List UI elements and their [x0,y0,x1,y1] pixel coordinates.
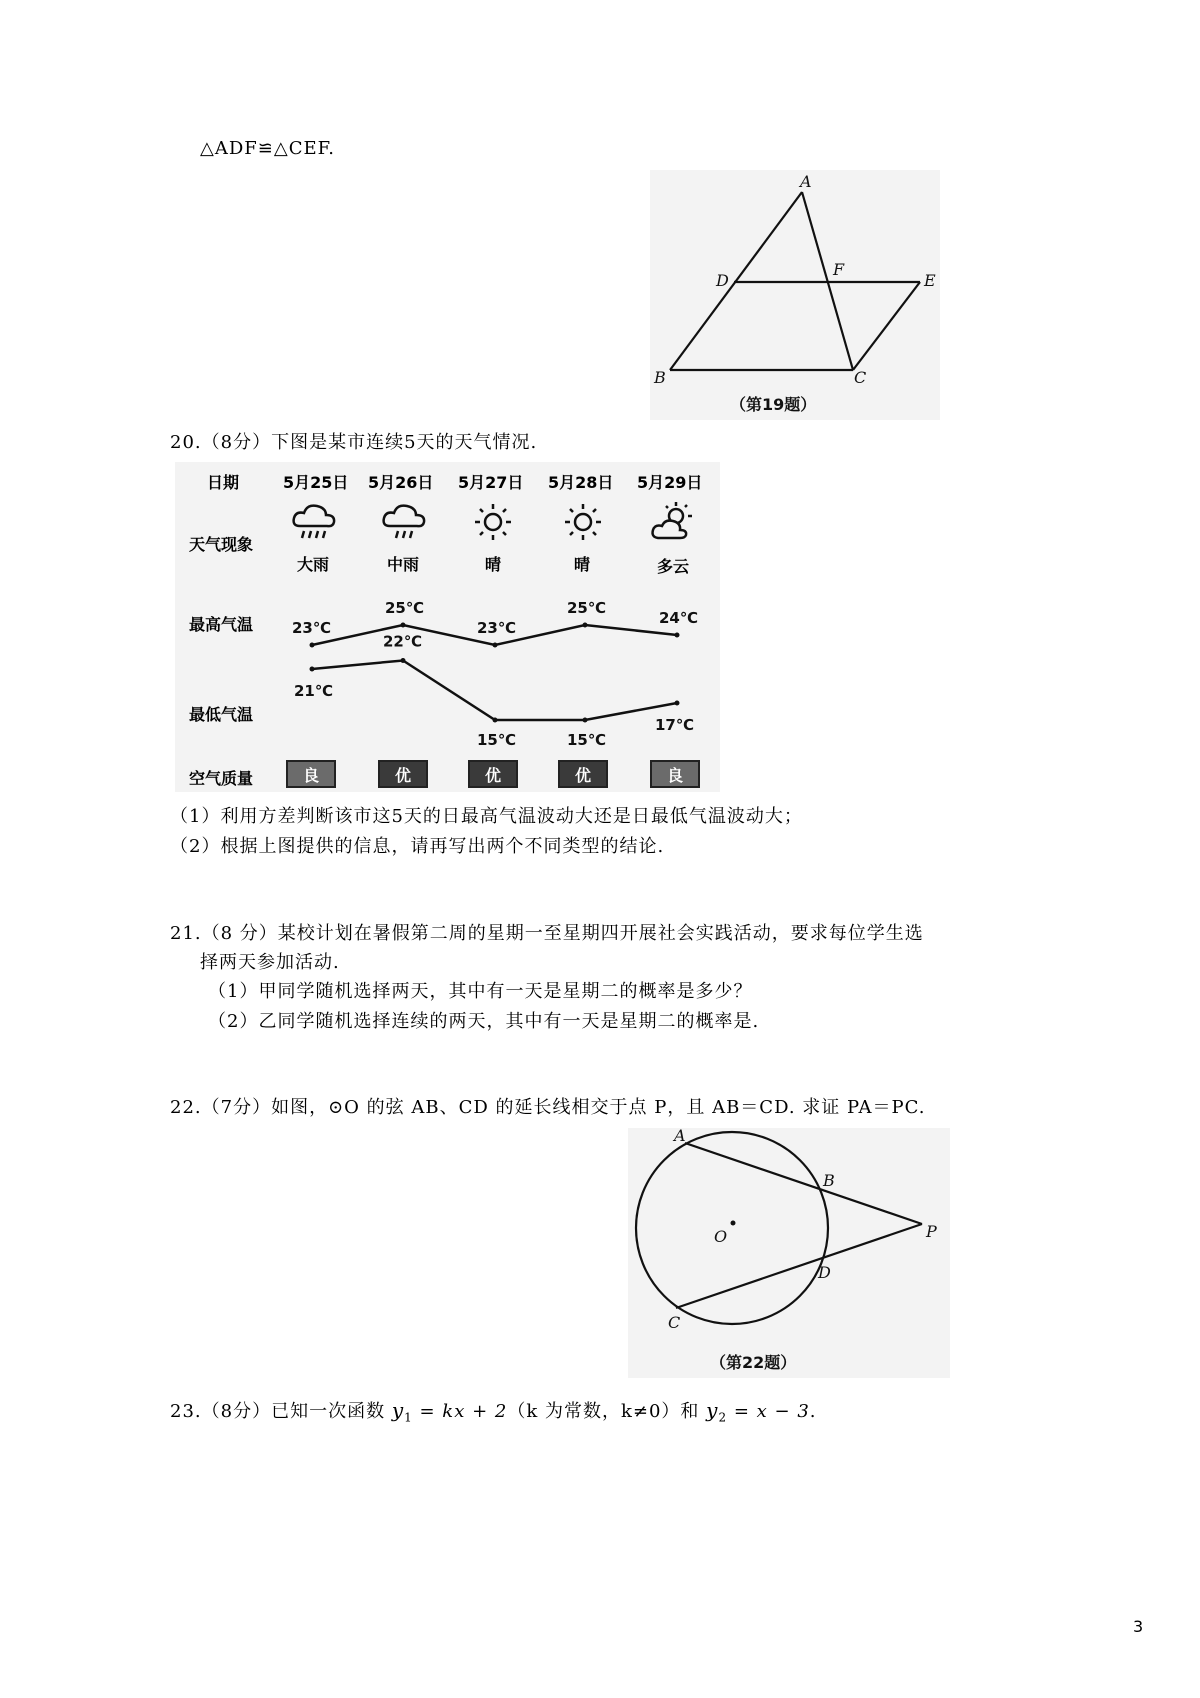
weather-text-day-2: 中雨 [387,555,420,574]
row-label-weather: 天气现象 [189,535,254,554]
label-C: C [668,1313,681,1332]
question-20: 20.（8分）下图是某市连续5天的天气情况. [170,432,538,453]
low-temp-label-day-3: 15℃ [477,731,517,749]
y1-subscript: 1 [404,1410,413,1425]
high-temp-label-day-1: 23℃ [292,619,332,637]
y2-subscript: 2 [718,1410,728,1425]
question-21-sub-1: （1）甲同学随机选择两天，其中有一天是星期二的概率是多少？ [208,981,753,1002]
page-number: 3 [1133,1617,1144,1636]
weather-text-day-1: 大雨 [297,555,330,574]
row-label-low: 最低气温 [189,705,254,724]
y2-symbol: y [706,1398,719,1422]
low-temp-label-day-5: 17℃ [655,716,695,734]
low-temp-line [312,661,677,721]
question-23 [170,1398,817,1430]
date-day-4: 5月28日 [548,473,614,492]
weather-text-day-5: 多云 [657,557,690,576]
air-quality-badge-day-5: 良 [650,760,700,788]
low-temp-line-point-5 [675,701,680,706]
label-E: E [924,271,936,290]
figure-caption-q19: （第19题） [730,395,817,414]
high-temp-label-day-4: 25℃ [567,599,607,617]
question-20-sub-1: （1）利用方差判断该市这5天的日最高气温波动大还是日最低气温波动大； [170,806,803,827]
high-temp-label-day-3: 23℃ [477,619,517,637]
high-temp-label-day-5: 24℃ [659,609,699,627]
air-quality-badge-day-1: 良 [286,760,336,788]
row-label-air: 空气质量 [189,769,254,788]
row-label-date: 日期 [207,473,240,492]
figure-q22 [628,1128,950,1378]
low-temp-label-day-2: 22℃ [383,632,423,651]
high-temp-line-point-1 [310,643,315,648]
question-23-end: . [809,1401,817,1422]
date-day-5: 5月29日 [637,473,703,492]
figure-caption-q22: （第22题） [710,1353,797,1372]
label-P: P [926,1222,937,1241]
low-temp-line-point-2 [401,658,406,663]
date-day-1: 5月25日 [283,473,349,492]
center-point-O [731,1221,736,1226]
high-temp-line-point-4 [583,623,588,628]
weather-chart [175,462,720,792]
figure-q19 [650,170,940,420]
question-23-middle: （k 为常数，k≠0）和 [507,1401,700,1422]
question-21-sub-2: （2）乙同学随机选择连续的两天，其中有一天是星期二的概率是. [208,1011,760,1032]
proof-fragment: △ADF≌△CEF. [200,138,336,159]
high-temp-line-point-2 [401,623,406,628]
label-A: A [800,172,812,191]
low-temp-line-point-3 [493,718,498,723]
label-D: D [716,271,729,290]
label-O: O [714,1227,728,1246]
date-day-3: 5月27日 [458,473,524,492]
label-B: B [823,1171,835,1190]
temperature-lines [175,462,720,792]
y1-expression: = kx + 2 [419,1401,508,1422]
weather-text-day-4: 晴 [574,555,591,574]
low-temp-line-point-4 [583,718,588,723]
date-day-2: 5月26日 [368,473,434,492]
question-21-line-1: 21.（8 分）某校计划在暑假第二周的星期一至星期四开展社会实践活动，要求每位学生选 [170,923,924,944]
weather-text-day-3: 晴 [485,555,502,574]
air-quality-badge-day-3: 优 [468,760,518,788]
air-quality-badge-day-2: 优 [378,760,428,788]
question-22: 22.（7分）如图，⊙O 的弦 AB、CD 的延长线相交于点 P，且 AB＝CD. 求证 PA＝PC. [170,1097,926,1118]
row-label-high: 最高气温 [189,615,254,634]
y1-symbol: y [391,1398,405,1422]
high-temp-line-point-3 [493,643,498,648]
question-23-prefix: 23.（8分）已知一次函数 [170,1401,386,1422]
question-20-sub-2: （2）根据上图提供的信息，请再写出两个不同类型的结论. [170,836,665,857]
low-temp-line-point-1 [310,667,315,672]
y2-expression: = x − 3 [733,1401,810,1422]
label-D: D [818,1263,831,1282]
high-temp-line-point-5 [675,633,680,638]
label-F: F [833,260,845,279]
label-B: B [654,368,666,387]
low-temp-label-day-1: 21℃ [294,682,334,700]
label-C: C [854,368,867,387]
label-A: A [674,1128,686,1145]
question-21-line-2: 择两天参加活动. [200,952,340,973]
high-temp-label-day-2: 25℃ [385,599,425,617]
low-temp-label-day-4: 15℃ [567,731,607,749]
air-quality-badge-day-4: 优 [558,760,608,788]
